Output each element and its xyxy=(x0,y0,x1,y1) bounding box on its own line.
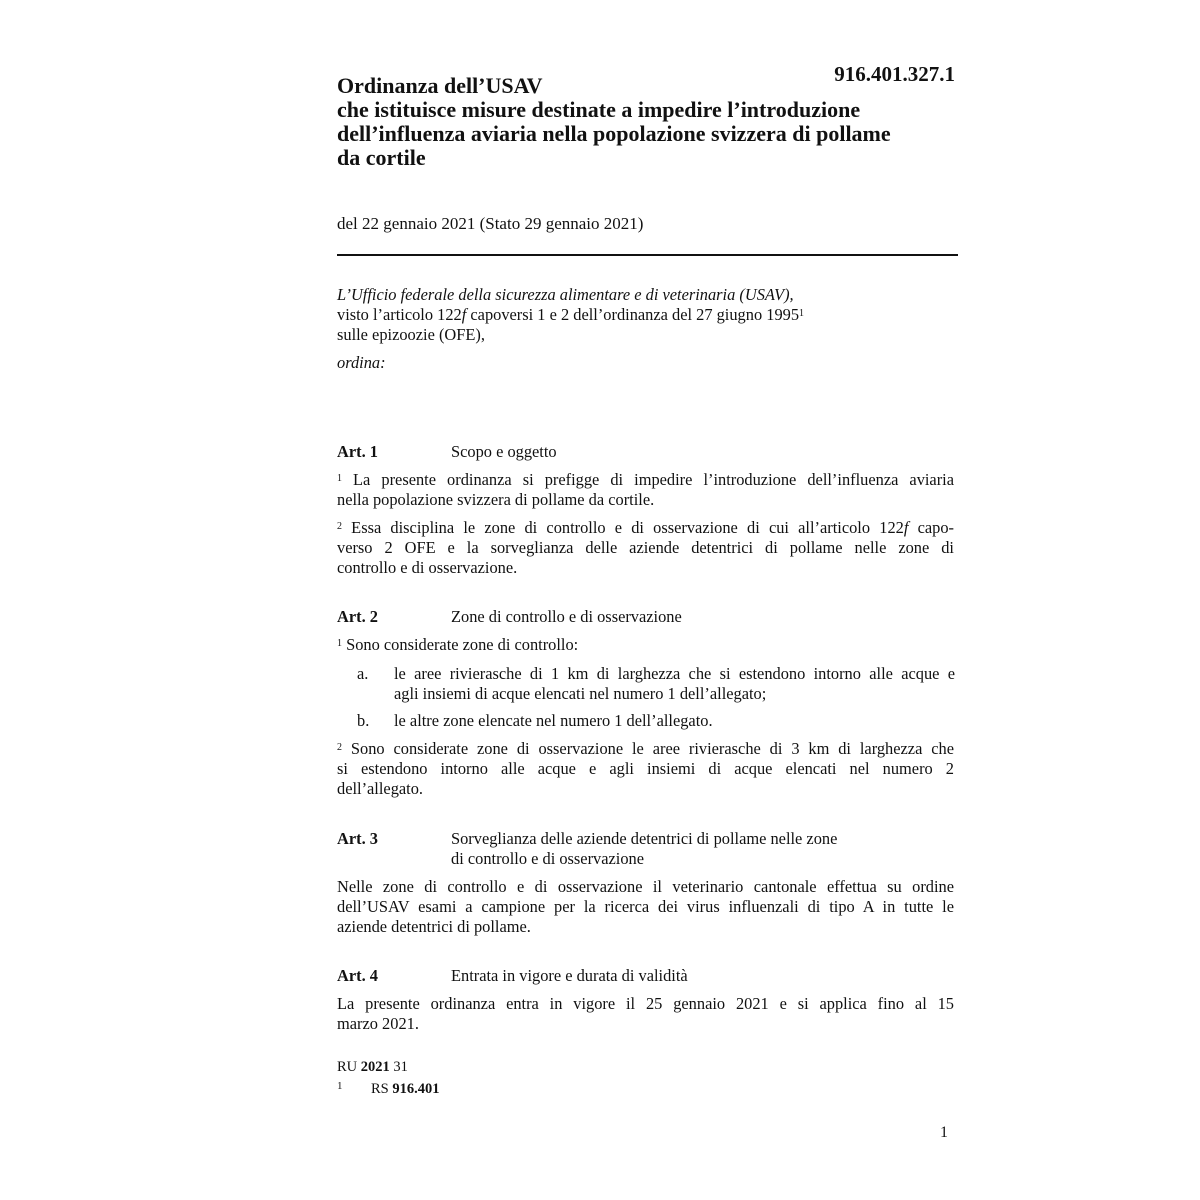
list-item-label: a. xyxy=(357,664,369,683)
paragraph-line: nella popolazione svizzera di pollame da cortile. xyxy=(337,490,655,509)
page-number: 1 xyxy=(940,1124,948,1141)
list-item-label: b. xyxy=(357,711,370,730)
list-item-text xyxy=(394,664,955,704)
legal-basis-line xyxy=(337,305,957,325)
paragraph xyxy=(337,518,954,578)
paragraph xyxy=(337,877,954,937)
paragraph xyxy=(337,739,954,799)
footnote-reference[interactable]: 1 xyxy=(799,308,805,319)
paragraph-line: dell’USAV esami a campione per la ricerca dei virus influenzali di tipo A in tutte le xyxy=(337,897,954,916)
header-divider xyxy=(337,254,958,256)
title-line: da cortile xyxy=(337,145,426,170)
footnote-ref: 916.401 xyxy=(392,1081,440,1097)
paragraph xyxy=(337,635,954,655)
paragraph-line: le aree rivierasche di 1 km di larghezza che si estendono intorno alle acque e xyxy=(394,664,955,683)
footnote-text xyxy=(371,1080,440,1098)
paragraph-text: La presente ordinanza si prefigge di impedire l’introduzione dell’influenza aviaria xyxy=(342,470,954,489)
article-title-line: Sorveglianza delle aziende detentrici di pollame nelle zone xyxy=(451,829,838,848)
title-line: che istituisce misure destinate a impedire l’introduzione xyxy=(337,97,861,122)
paragraph-line: le altre zone elencate nel numero 1 dell’allegato. xyxy=(394,711,713,730)
title-line: dell’influenza aviaria nella popolazione svizzera di pollame xyxy=(337,121,891,146)
paragraph-letter: f xyxy=(903,518,909,537)
article-number: Art. 3 xyxy=(337,829,378,848)
paragraph-line xyxy=(337,518,954,538)
paragraph-line xyxy=(337,470,954,490)
paragraph xyxy=(337,470,954,510)
paragraph-line xyxy=(337,739,954,759)
ru-year: 2021 xyxy=(360,1059,390,1075)
footnote-prefix: RS xyxy=(371,1081,389,1097)
ru-page: 31 xyxy=(393,1059,408,1075)
paragraph-text: Essa disciplina le zone di controllo e di osservazione di cui all’articolo 122 xyxy=(342,518,904,537)
legal-basis-line: sulle epizoozie (OFE), xyxy=(337,325,485,344)
title-line: Ordinanza dell’USAV xyxy=(337,73,543,98)
article-number: Art. 1 xyxy=(337,442,378,461)
paragraph-number: 2 xyxy=(337,742,342,753)
official-compilation-ref xyxy=(337,1058,408,1076)
paragraph-line: La presente ordinanza entra in vigore il 25 gennaio 2021 e si applica fino al 15 xyxy=(337,994,954,1013)
article-title: Scopo e oggetto xyxy=(451,442,557,461)
paragraph-number: 2 xyxy=(337,521,342,532)
article-title: Entrata in vigore e durata di validità xyxy=(451,966,688,985)
paragraph-number: 1 xyxy=(337,473,342,484)
paragraph-line xyxy=(337,635,954,655)
ordinance-title xyxy=(337,74,957,170)
article-number: Art. 2 xyxy=(337,607,378,626)
legal-basis-text: visto l’articolo 122 xyxy=(337,305,462,324)
enacting-formula: ordina: xyxy=(337,353,386,372)
paragraph-number: 1 xyxy=(337,638,342,649)
paragraph-line: controllo e di osservazione. xyxy=(337,558,518,577)
paragraph-text: Sono considerate zone di osservazione le aree rivierasche di 3 km di larghezza che xyxy=(342,739,954,758)
paragraph-line: verso 2 OFE e la sorveglianza delle aziende detentrici di pollame nelle zone di xyxy=(337,538,954,557)
ru-prefix: RU xyxy=(337,1059,358,1075)
paragraph-line: marzo 2021. xyxy=(337,1014,419,1033)
legal-basis-letter: f xyxy=(461,305,467,324)
paragraph-line: aziende detentrici di pollame. xyxy=(337,917,531,936)
paragraph-text: capo- xyxy=(908,518,954,537)
article-title-line: di controllo e di osservazione xyxy=(451,849,644,868)
list-item-text xyxy=(394,711,955,731)
ordinance-date: del 22 gennaio 2021 (Stato 29 gennaio 2021) xyxy=(337,214,644,233)
paragraph-text: Sono considerate zone di controllo: xyxy=(342,635,579,654)
article-title xyxy=(451,829,837,869)
paragraph-line: dell’allegato. xyxy=(337,779,424,798)
issuing-authority: L’Ufficio federale della sicurezza alimentare e di veterinaria (USAV), xyxy=(337,285,794,304)
paragraph-line: agli insiemi di acque elencati nel numero 1 dell’allegato; xyxy=(394,684,767,703)
paragraph xyxy=(337,994,954,1034)
paragraph-line: Nelle zone di controllo e di osservazione il veterinario cantonale effettua su ordine xyxy=(337,877,954,896)
legal-basis-text: capoversi 1 e 2 dell’ordinanza del 27 giugno 1995 xyxy=(466,305,800,324)
preamble xyxy=(337,285,957,373)
article-number: Art. 4 xyxy=(337,966,378,985)
sr-number: 916.401.327.1 xyxy=(834,62,955,86)
footnote-number: 1 xyxy=(337,1080,343,1092)
paragraph-line: si estendono intorno alle acque e agli insiemi di acque elencati nel numero 2 xyxy=(337,759,954,778)
article-title: Zone di controllo e di osservazione xyxy=(451,607,682,626)
